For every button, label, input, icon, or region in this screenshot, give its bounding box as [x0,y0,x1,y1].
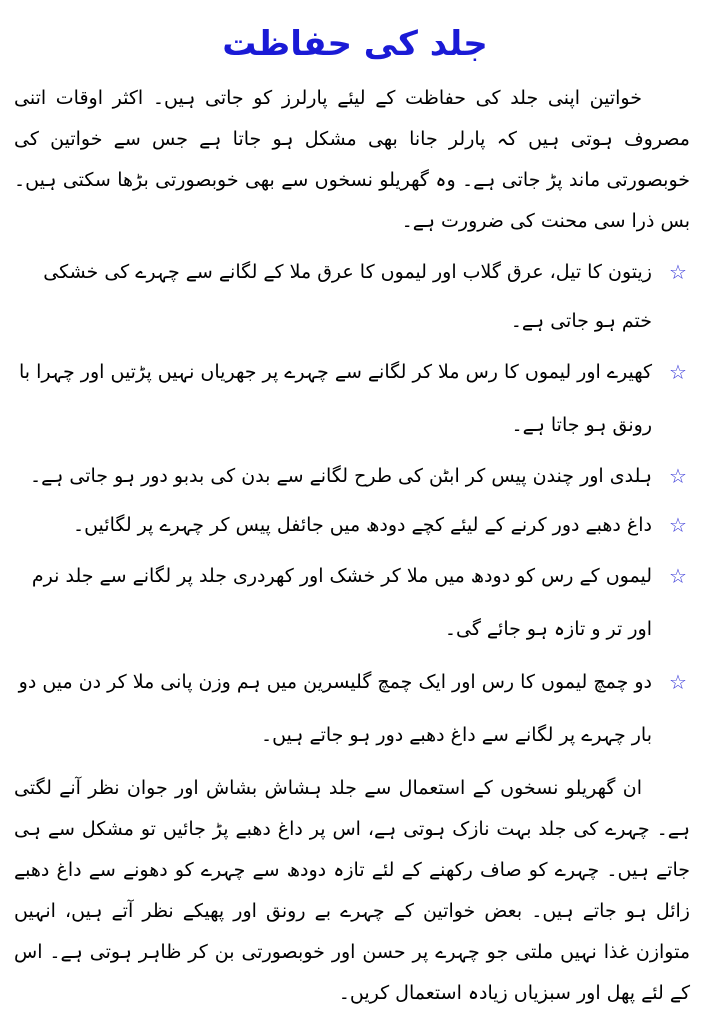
star-outline-icon: ☆ [669,360,687,384]
tip-text: داغ دھبے دور کرنے کے لیئے کچے دودھ میں جائفل پیس کر چہرے پر لگائیں۔ [72,514,652,536]
tip-item [14,656,690,762]
tip-text: لیموں کے رس کو دودھ میں ملا کر خشک اور کھردری جلد پر لگانے سے جلد نرم اور تر و تازہ ہو جائے گی۔ [31,565,652,640]
tip-item [14,550,690,656]
star-outline-icon: ☆ [669,464,687,488]
star-outline-icon: ☆ [669,260,687,284]
page-title: جلد کی حفاظت [222,24,488,64]
article-body [14,78,690,1014]
tip-item [14,452,690,501]
star-outline-icon: ☆ [669,513,687,537]
tip-item [14,501,690,550]
tip-item [14,248,690,346]
intro-paragraph: خواتین اپنی جلد کی حفاظت کے لیئے پارلرز کو جاتی ہیں۔ اکثر اوقات اتنی مصروف ہوتی ہیں کہ پارلر جانا بھی مشکل ہو جاتا ہے جس سے خواتین کی خوبصورتی ماند پڑ جاتی ہے۔ وہ گھریلو نسخوں سے بھی خوبصورتی بڑھا سکتی ہیں۔ بس ذرا سی محنت کی ضرورت ہے۔ [14,87,690,232]
closing-paragraph: ان گھریلو نسخوں کے استعمال سے جلد ہشاش بشاش اور جوان نظر آنے لگتی ہے۔ چہرے کی جلد بہت نازک ہوتی ہے، اس پر داغ دھبے پڑ جائیں تو مشکل سے ہی جاتے ہیں۔ چہرے کو صاف رکھنے کے لئے تازہ دودھ سے چہرے کو دھونے سے داغ دھبے زائل ہو جاتے ہیں۔ بعض خواتین کے چہرے بے رونق اور پھیکے نظر آتے ہیں، انہیں متوازن غذا نہیں ملتی جو چہرے پر حسن اور خوبصورتی بن کر ظاہر ہوتی ہے۔ اس کے لئے پھل اور سبزیاں زیادہ استعمال کریں۔ [14,777,690,1004]
star-outline-icon: ☆ [669,670,687,694]
tip-text: ہلدی اور چندن پیس کر ابٹن کی طرح لگانے سے بدن کی بدبو دور ہو جاتی ہے۔ [29,465,652,487]
star-outline-icon: ☆ [669,564,687,588]
tips-list [14,248,690,762]
tip-text: کھیرے اور لیموں کا رس ملا کر لگانے سے چہرے پر جھریاں نہیں پڑتیں اور چہرا با رونق ہو جاتا ہے۔ [19,361,652,436]
tip-text: دو چمچ لیموں کا رس اور ایک چمچ گلیسرین میں ہم وزن پانی ملا کر دن میں دو بار چہرے پر لگانے سے داغ دھبے دور ہو جاتے ہیں۔ [18,671,652,746]
tip-item [14,346,690,452]
tip-text: زیتون کا تیل، عرق گلاب اور لیموں کا عرق ملا کے لگانے سے چہرے کی خشکی ختم ہو جاتی ہے۔ [43,261,652,332]
